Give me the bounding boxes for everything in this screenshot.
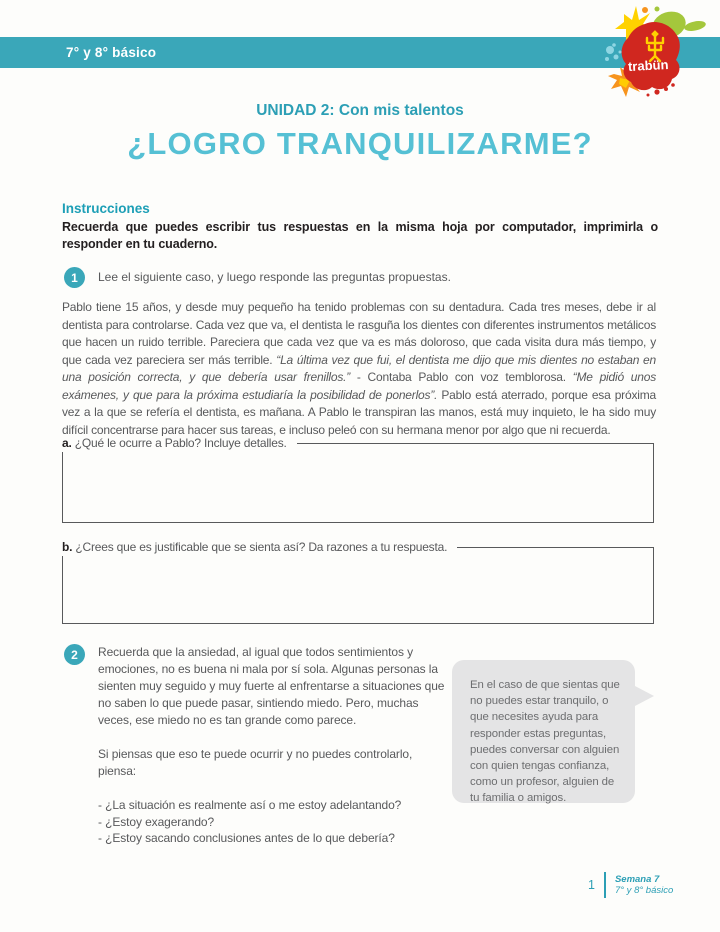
header-grade-label: 7° y 8° básico (66, 45, 157, 60)
step-2-paragraph-1: Recuerda que la ansiedad, al igual que todos sentimientos y emociones, no es buena ni mala por sí sola. Algunas personas la sienten muy seguido y muy fuerte al enfrentarse a situaciones que no saben lo que puede pasar, sintiendo miedo. Pero, muchas veces, ese miedo no es tan grande como parece. (98, 645, 445, 727)
step-1-number-badge: 1 (64, 267, 85, 288)
logo-brand-text: trabün (627, 56, 669, 75)
bubble-tail-icon (635, 686, 654, 706)
unit-name-label: Con mis talentos (334, 102, 464, 119)
logo-splash-art (600, 0, 720, 112)
page-title: ¿LOGRO TRANQUILIZARME? (127, 126, 593, 161)
page-footer (588, 872, 673, 898)
step-1-text: Lee el siguiente caso, y luego responde las preguntas propuestas. (98, 270, 451, 284)
unit-number-label: UNIDAD 2: (256, 102, 335, 119)
step-2-question-list (98, 797, 446, 847)
text-segment: - Contaba Pablo con voz temblorosa. (350, 370, 573, 384)
question-a-letter: a. (62, 436, 72, 450)
logo-splash-orange-dot (642, 7, 648, 13)
step-2 (64, 644, 446, 847)
question-b-letter: b. (62, 540, 73, 554)
tip-bubble-text: En el caso de que sientas que no puedes estar tranquilo, o que necesites ayuda para responder estas preguntas, puedes conversar con alguien con quien tengas confianza, como un profesor, alguien de tu familia o amigos. (470, 679, 620, 805)
quote-segment: “La última vez que fui, el dentista me dijo que mis dientes no estaban en una posición correcta, y que debería usar frenillos.” (62, 352, 656, 384)
step-1 (64, 267, 451, 288)
tip-bubble (452, 660, 635, 803)
trabun-logo (600, 0, 720, 112)
text-segment: Pablo está aterrado, porque esa próxima vez a la que se refería el dentista, es mañana. A Pablo le transpiran las manos, está muy inquieto, le ha sido muy difícil concentrarse para hacer sus tareas, e incluso peleó con su hermana menor por algo que ni recuerda. (62, 387, 656, 437)
answer-box-b[interactable] (62, 540, 654, 624)
logo-splash-blue (605, 43, 622, 61)
list-item: - ¿La situación es realmente así o me estoy adelantando? (98, 798, 402, 812)
answer-box-a[interactable] (62, 436, 654, 523)
page-number: 1 (588, 878, 595, 892)
quote-segment: “Me pidió unos exámenes, y que para la próxima estudiaría la posibilidad de ponerlos”. (62, 370, 656, 402)
footer-week-info (615, 874, 673, 897)
instructions-body: Recuerda que puedes escribir tus respuestas en la misma hoja por computador, imprimirla o responder en tu cuaderno. (62, 220, 658, 251)
question-a-label (62, 436, 297, 452)
footer-grade-label: 7° y 8° básico (614, 885, 674, 896)
step-2-text-column (98, 644, 446, 847)
list-item: - ¿Estoy sacando conclusiones antes de lo que debería? (98, 831, 395, 845)
question-a-text: ¿Qué le ocurre a Pablo? Incluye detalles. (71, 436, 287, 450)
footer-week-label: Semana 7 (614, 873, 660, 885)
footer-divider (604, 872, 606, 898)
text-segment: Pablo tiene 15 años, y desde muy pequeño ha tenido problemas con su dentadura. Cada tres meses, debe ir al dentista para controlarse. Cada vez que va, el dentista le rasguña los dientes con diferentes instrumentos metálicos que hacen un ruido terrible. Pareciera que cada vez que va es más doloroso, que cada visita dura más tiempo, y que cada vez pareciera ser más terrible. (62, 300, 656, 367)
case-paragraph (62, 299, 656, 439)
question-b-text: ¿Crees que es justificable que se sienta así? Da razones a tu respuesta. (72, 540, 448, 554)
question-b-label (62, 540, 457, 556)
list-item: - ¿Estoy exagerando? (98, 814, 215, 829)
instructions-heading: Instrucciones (62, 201, 150, 216)
step-2-number-badge: 2 (64, 644, 85, 665)
step-2-paragraph-2: Si piensas que eso te puede ocurrir y no puedes controlarlo, piensa: (98, 747, 413, 778)
